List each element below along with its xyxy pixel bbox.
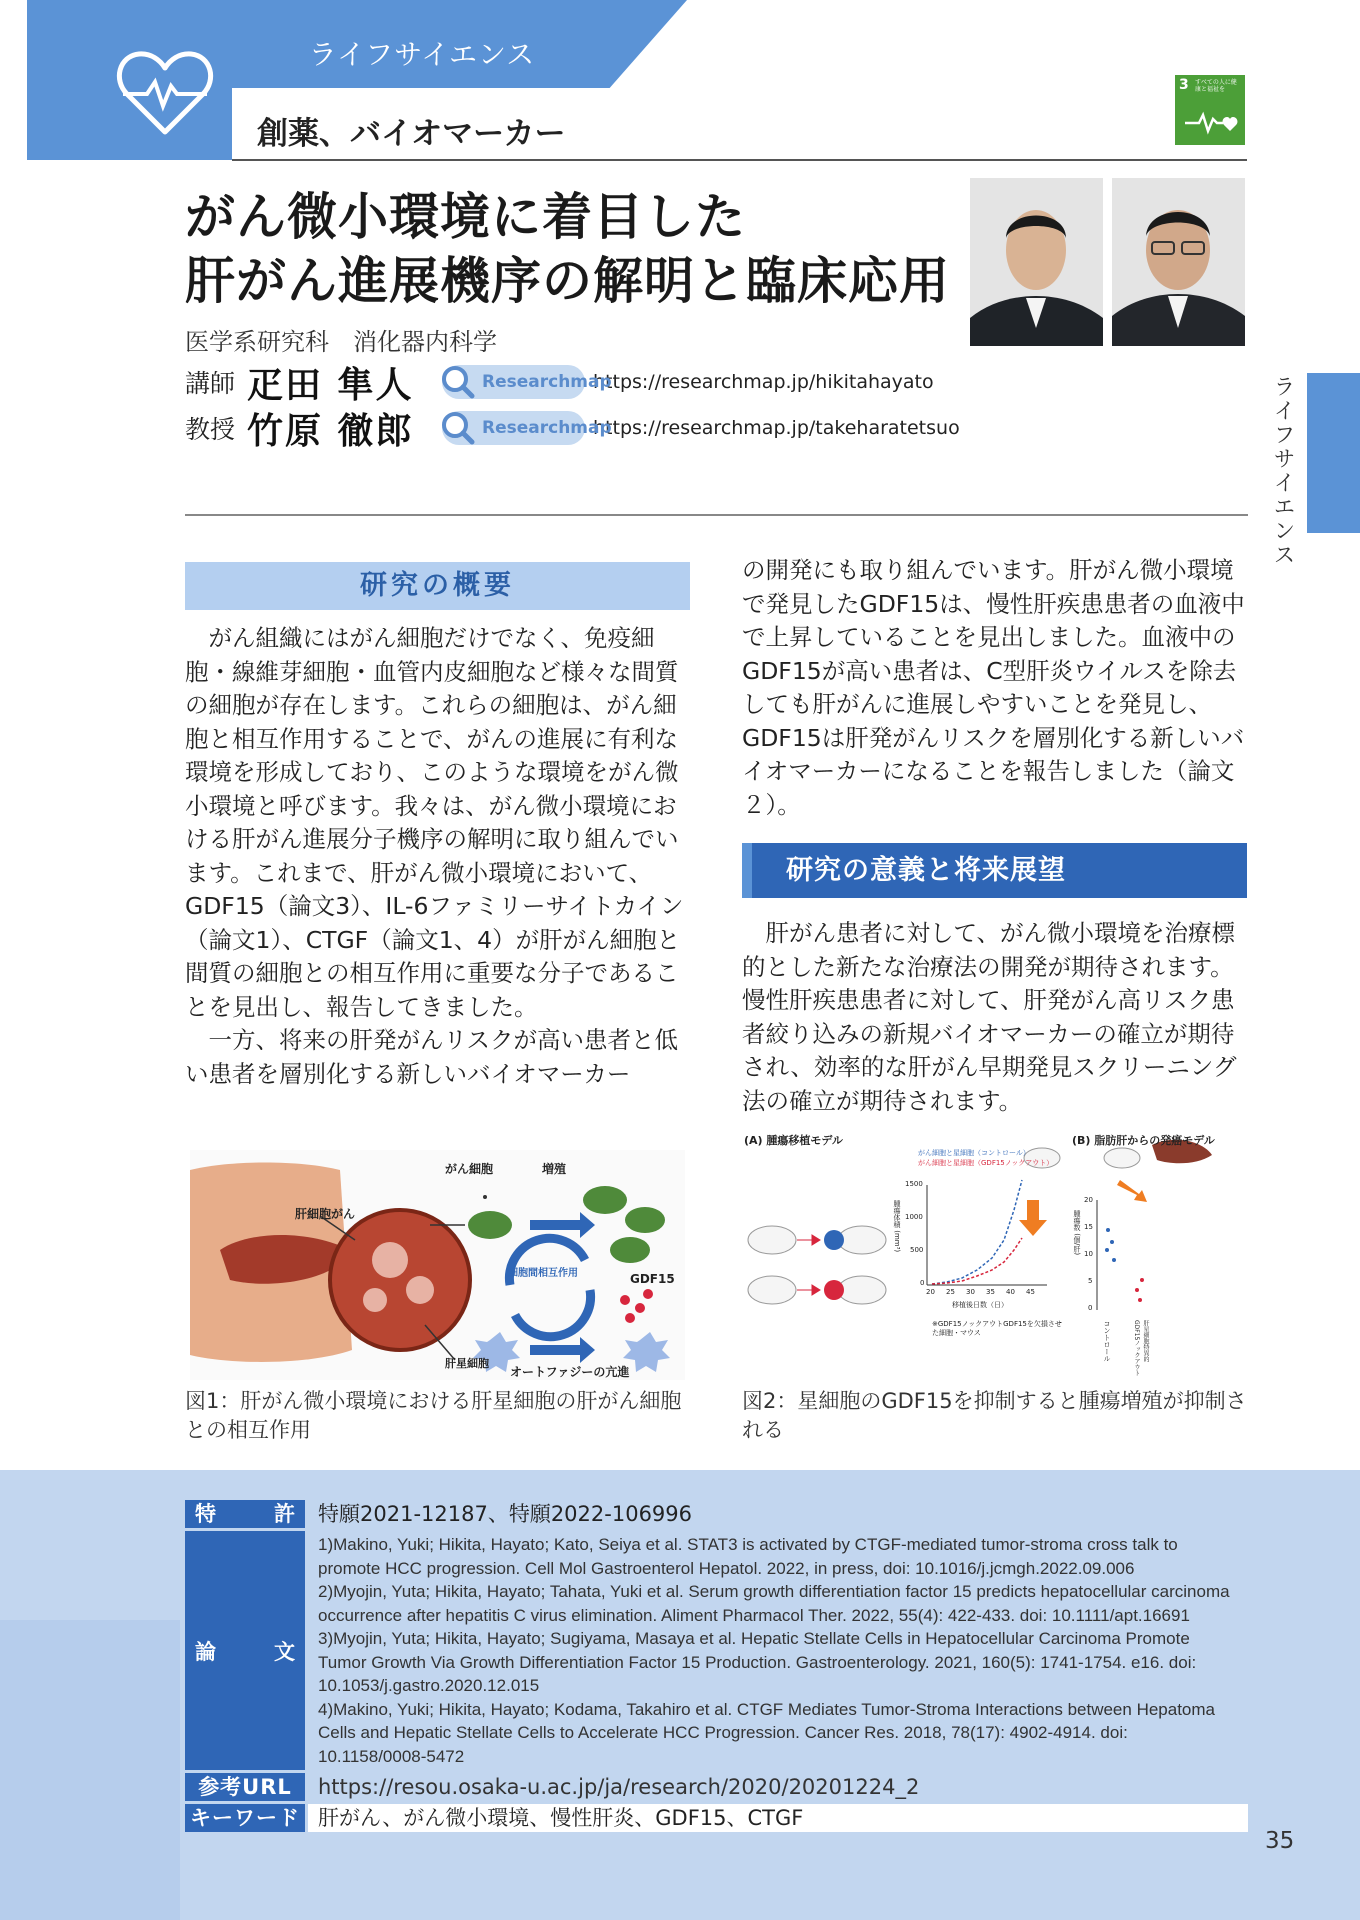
- health-pulse-icon: [1183, 107, 1239, 137]
- papers-label: [185, 1531, 305, 1770]
- fig1-label-gdf15: GDF15: [630, 1272, 675, 1286]
- keyword-value: 肝がん、がん微小環境、慢性肝炎、GDF15、CTGF: [308, 1804, 1248, 1832]
- paper-item: 2)Myojin, Yuta; Hikita, Hayato; Tahata, Yuki et al. Serum growth differentiation factor 15 predicts hepatocellular carcinoma occurrence after hepatitis C virus elimination. Aliment Pharmacol Ther. 2022, 55(4): 422-433. doi: 10.1111/apt.16691: [318, 1582, 1230, 1625]
- paper-item: 1)Makino, Yuki; Hikita, Hayato; Kato, Seiya et al. STAT3 is activated by CTGF-mediated tumor-stroma cross talk to promote HCC progression. Cell Mol Gastroenterol Hepatol. 2022, in press, doi: 10.1016/j.jcmgh.2022.09.006: [318, 1535, 1178, 1578]
- subcategory-label: 創薬、バイオマーカー: [257, 116, 566, 152]
- heading-accent: [742, 843, 752, 898]
- mouse-icon: [838, 1276, 886, 1304]
- fig2-a-y-axis-label: 腫瘍体積 (mm³): [893, 1200, 901, 1253]
- magnifier-icon: [438, 409, 478, 447]
- keyword-label: キーワード: [185, 1804, 305, 1832]
- overview-paragraph-2-cont: の開発にも取り組んでいます。肝がん微小環境で発見したGDF15は、慢性肝疾患患者の血液中で上昇していることを見出しました。血液中のGDF15が高い患者は、C型肝炎ウイルスを除去しても肝がんに進展しやすいことを発見し、GDF15は肝発がんリスクを層別化する新しいバイオマーカーになることを報告しました（論文２）。: [742, 556, 1245, 819]
- fig2-label-b: (B) 脂肪肝からの発癌モデル: [1072, 1134, 1215, 1147]
- fig2-a-x-axis-label: 移植後日数（日）: [952, 1301, 1008, 1309]
- figure-2: [742, 1130, 1247, 1385]
- papers-label-char: 論: [195, 1639, 216, 1664]
- fig2-b-ytick: 5: [1088, 1277, 1093, 1285]
- overview-paragraph-1: がん組織にはがん細胞だけでなく、免疫細胞・線維芽細胞・血管内皮細胞など様々な間質の細胞が存在します。これらの細胞は、がん細胞と相互作用することで、がんの進展に有利な環境を形成しており、このような環境をがん微小環境と呼びます。我々は、がん微小環境における肝がん進展分子機序の解明に取り組んでいます。これまで、肝がん微小環境において、GDF15（論文3）、IL-6ファミリーサイトカイン（論文1）、CTGF（論文1、4）が肝がん細胞と間質の細胞との相互作用に重要な分子であることを見出し、報告してきました。: [185, 624, 684, 1021]
- fig1-label-hcc: 肝細胞がん: [295, 1207, 356, 1221]
- mouse-icon: [748, 1226, 796, 1254]
- reference-url-link[interactable]: https://resou.osaka-u.ac.jp/ja/research/2020/20201224_2: [318, 1775, 920, 1799]
- reference-url-label: 参考URL: [185, 1773, 305, 1801]
- researchmap-badge[interactable]: [442, 365, 612, 399]
- figure-1: [190, 1150, 685, 1380]
- paper-item: 4)Makino, Yuki; Hikita, Hayato; Kodama, Takahiro et al. CTGF Mediates Tumor-Stroma Interactions between Hepatoma Cells and Hepatic Stellate Cells to Accelerate HCC Progression. Cancer Res. 2018, 78(17): 4902-4914. doi: 10.1158/0008-5472: [318, 1699, 1215, 1766]
- fig2-a-note: ※GDF15ノックアウトGDF15を欠損させた細胞・マウス: [932, 1320, 1062, 1337]
- fig1-label-proliferation: 増殖: [542, 1162, 567, 1176]
- researchmap-badge-label: Researchmap: [482, 372, 612, 392]
- fig2-a-ytick: 0: [920, 1279, 925, 1287]
- fig2-a-xtick: 30: [966, 1288, 975, 1296]
- sdg-text: すべての人に健康と福祉を: [1195, 79, 1237, 93]
- fig2-b-ytick: 15: [1084, 1223, 1093, 1231]
- significance-paragraph: 肝がん患者に対して、がん微小環境を治療標的とした新たな治療法の開発が期待されます。慢性肝疾患患者に対して、肝発がん高リスク患者絞り込みの新規バイオマーカーの確立が期待され、効率的な肝がん早期発見スクリーニング法の確立が期待されます。: [742, 919, 1237, 1115]
- researcher-photo: [970, 178, 1103, 346]
- sdg-number: 3: [1179, 77, 1189, 93]
- magnifier-icon: [438, 363, 478, 401]
- page-number: 35: [1265, 1828, 1295, 1854]
- fig2-a-xtick: 35: [986, 1288, 995, 1296]
- overview-text: [185, 622, 690, 1091]
- fig2-legend-control: がん細胞と星細胞（コントロール）: [918, 1149, 1030, 1157]
- tumor-closeup: [330, 1210, 470, 1350]
- fig2-a-xtick: 25: [946, 1288, 955, 1296]
- article-title: [185, 185, 950, 313]
- overview-paragraph-2: 一方、将来の肝発がんリスクが高い患者と低い患者を層別化する新しいバイオマーカー: [185, 1026, 679, 1088]
- fig2-label-a: (A) 腫瘍移植モデル: [744, 1134, 843, 1147]
- patent-label-char: 許: [274, 1502, 295, 1526]
- fig2-b-ytick: 10: [1084, 1250, 1093, 1258]
- researcher-role: 教授: [185, 415, 236, 444]
- researcher-row: [185, 406, 965, 450]
- figure-2-caption: 図2：星細胞のGDF15を抑制すると腫瘍増殖が抑制される: [742, 1389, 1247, 1442]
- header-divider: [232, 159, 1247, 161]
- researchmap-badge-label: Researchmap: [482, 418, 612, 438]
- mouse-icon: [748, 1276, 796, 1304]
- fig2-a-ytick: 1500: [905, 1180, 923, 1188]
- researcher-name: 疋田 隼人: [247, 364, 414, 406]
- figure-1-caption: 図1：肝がん微小環境における肝星細胞の肝がん細胞との相互作用: [185, 1389, 682, 1442]
- fig2-a-ytick: 500: [910, 1246, 924, 1254]
- fig2-b-category: コントロール: [1103, 1320, 1111, 1362]
- researcher-role: 講師: [185, 369, 236, 398]
- fig2-a-xtick: 45: [1026, 1288, 1035, 1296]
- significance-text: [742, 917, 1247, 1118]
- fig1-label-autophagy: オートファジーの亢進: [510, 1365, 630, 1379]
- side-tab: [1307, 373, 1360, 533]
- fig1-label-stellate: 肝星細胞: [445, 1357, 489, 1370]
- info-section-shade: [0, 1620, 180, 1920]
- fig1-label-interaction: 細胞間相互作用: [508, 1268, 578, 1279]
- researcher-photo: [1112, 178, 1245, 346]
- title-line-1: がん微小環境に着目した: [185, 188, 746, 246]
- fig2-a-xtick: 40: [1006, 1288, 1015, 1296]
- researcher-row: [185, 360, 965, 404]
- fig2-a-xtick: 20: [926, 1288, 935, 1296]
- mouse-icon: [838, 1226, 886, 1254]
- papers-label-char: 文: [274, 1639, 295, 1664]
- fig2-b-y-axis-label: 腫瘍数 (個/肝): [1073, 1210, 1081, 1256]
- paper-item: 3)Myojin, Yuta; Hikita, Hayato; Sugiyama, Masaya et al. Hepatic Stellate Cells in Hepatocellular Carcinoma Promote Tumor Growth Via Growth Differentiation Factor 15 Production. Gastroenterology. 2021, 160(5): 1741-1754. e16. doi: 10.1053/j.gastro.2020.12.015: [318, 1629, 1197, 1695]
- fig2-b-ytick: 20: [1084, 1196, 1093, 1204]
- papers-list: [308, 1531, 1248, 1770]
- researchmap-badge[interactable]: [442, 411, 612, 445]
- cancer-cell-icon: [468, 1211, 512, 1239]
- patent-label-char: 特: [195, 1502, 216, 1526]
- fig2-legend-knockout: がん細胞と星細胞（GDF15ノックアウト）: [918, 1159, 1054, 1167]
- fig2-b-ytick: 0: [1088, 1304, 1093, 1312]
- control-series-line: [932, 1180, 1022, 1284]
- researchmap-link[interactable]: https://researchmap.jp/takeharatetsuo: [593, 417, 960, 439]
- body-divider: [185, 514, 1248, 516]
- decrease-arrow-icon: [1019, 1200, 1047, 1236]
- fig1-label-cancer-cell: がん細胞: [445, 1162, 494, 1176]
- researchmap-link[interactable]: https://researchmap.jp/hikitahayato: [593, 371, 934, 393]
- patent-value: 特願2021-12187、特願2022-106996: [318, 1502, 693, 1526]
- significance-heading: 研究の意義と将来展望: [742, 843, 1247, 898]
- patent-label: [185, 1500, 305, 1528]
- heart-pulse-icon: [115, 48, 215, 138]
- sdg-badge: [1175, 75, 1245, 145]
- side-tab-label: ライフサイエンス: [1270, 375, 1295, 567]
- researcher-name: 竹原 徹郎: [247, 410, 414, 452]
- fig2-b-category: 肝星細胞特異的GDF15ノックアウト: [1133, 1320, 1149, 1377]
- title-line-2: 肝がん進展機序の解明と臨床応用: [185, 252, 950, 310]
- knockout-series-line: [932, 1238, 1022, 1284]
- overview-heading: 研究の概要: [185, 562, 690, 610]
- overview-text-continued: [742, 554, 1247, 822]
- department: 医学系研究科 消化器内科学: [185, 328, 497, 356]
- category-label: ライフサイエンス: [308, 38, 536, 71]
- fig2-a-ytick: 1000: [905, 1213, 923, 1221]
